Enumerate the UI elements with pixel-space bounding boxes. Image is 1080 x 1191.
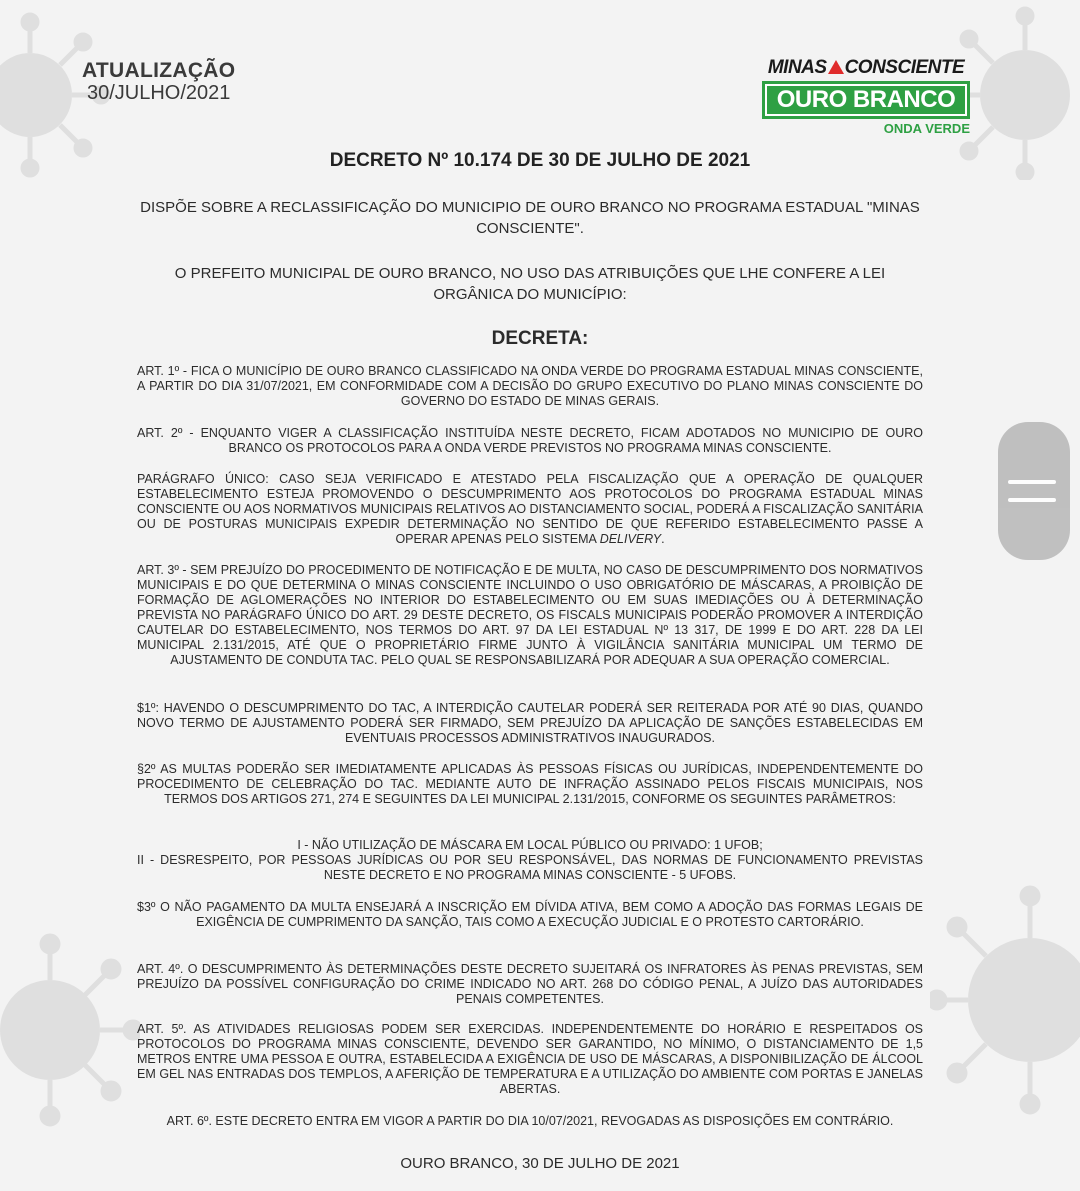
paragraph-2: §2º AS MULTAS PODERÃO SER IMEDIATAMENTE APLICADAS ÀS PESSOAS FÍSICAS OU JURÍDICAS, INDEPENDENTEMENTE DO PROCEDIMENTO DE CELEBRAÇÃO DO TAC. MEDIANTE AUTO DE INFRAÇÃO ASSINADO PELOS FISCAIS MUNICIPAIS, NOS TERMOS DOS ARTIGOS 271, 274 E SEGUINTES DA LEI MUNICIPAL 2.131/2015, CONFORME OS SEGUINTES PARÂMETROS:	[137, 762, 923, 806]
paragrafo-unico-end: .	[661, 532, 665, 546]
paragrafo-unico-text: PARÁGRAFO ÚNICO: CASO SEJA VERIFICADO E ATESTADO PELA FISCALIZAÇÃO QUE A OPERAÇÃO DE QUALQUER ESTABELECIMENTO ESTEJA PROMOVENDO O DESCUMPRIMENTO AOS PROTOCOLOS DO PROGRAMA ESTADUAL MINAS CONSCIENTE OU AOS NORMATIVOS MUNICIPAIS RELATIVOS AO DISTANCIAMENTO SOCIAL, PODERÁ A FISCALIZAÇÃO SANITÁRIA OU DE POSTURAS MUNICIPAIS EXPEDIR DETERMINAÇÃO NO SENTIDO DE QUE REFERIDO ESTABELECIMENTO PASSE A OPERAR APENAS PELO SISTEMA	[137, 472, 923, 546]
virus-illustration-bottom-right	[930, 860, 1080, 1140]
item-1: I - NÃO UTILIZAÇÃO DE MÁSCARA EM LOCAL PÚBLICO OU PRIVADO: 1 UFOB;	[297, 838, 763, 852]
decreta-heading: DECRETA:	[491, 328, 589, 349]
article-6: ART. 6º. ESTE DECRETO ENTRA EM VIGOR A PARTIR DO DIA 10/07/2021, REVOGADAS AS DISPOSIÇÕES EM CONTRÁRIO.	[166, 1114, 894, 1128]
minas-consciente-wordmark	[762, 57, 970, 79]
article-4: ART. 4º. O DESCUMPRIMENTO ÀS DETERMINAÇÕES DESTE DECRETO SUJEITARÁ OS INFRATORES ÀS PENAS PREVISTAS, SEM PREJUÍZO DA POSSÍVEL CONFIGURAÇÃO DO CRIME INDICADO NO ART. 268 DO CÓDIGO PENAL, A JUÍZO DAS AUTORIDADES PENAIS COMPETENTES.	[137, 962, 923, 1006]
delivery-term: DELIVERY	[599, 532, 662, 546]
article-5: ART. 5º. AS ATIVIDADES RELIGIOSAS PODEM SER EXERCIDAS. INDEPENDENTEMENTE DO HORÁRIO E RESPEITADOS OS PROTOCOLOS DO PROGRAMA MINAS CONSCIENTE, DEVENDO SER GARANTIDO, NO MÍNIMO, O DISTANCIAMENTO DE 1,5 METROS ENTRE UMA PESSOA E OUTRA, ESTABELECIDA A EXIGÊNCIA DE USO DE MÁSCARAS, A DISPONIBILIZAÇÃO DE ÁLCOOL EM GEL NAS ENTRADAS DOS TEMPLOS, A AFERIÇÃO DE TEMPERATURA E A UTILIZAÇÃO DO AMBIENTE COM PORTAS E JANELAS ABERTAS.	[137, 1022, 923, 1096]
update-stamp	[82, 60, 235, 103]
document-preamble: O PREFEITO MUNICIPAL DE OURO BRANCO, NO USO DAS ATRIBUIÇÕES QUE LHE CONFERE A LEI ORGÂNICA DO MUNICÍPIO:	[174, 265, 886, 303]
handle-bar-icon	[1008, 498, 1056, 502]
article-1: ART. 1º - FICA O MUNICÍPIO DE OURO BRANCO CLASSIFICADO NA ONDA VERDE DO PROGRAMA ESTADUAL MINAS CONSCIENTE, A PARTIR DO DIA 31/07/2021, EM CONFORMIDADE COM A DECISÃO DO GRUPO EXECUTIVO DO PLANO MINAS CONSCIENTE DO GOVERNO DO ESTADO DE MINAS GERAIS.	[137, 364, 923, 408]
update-label: ATUALIZAÇÃO	[82, 59, 236, 82]
document-title: DECRETO Nº 10.174 DE 30 DE JULHO DE 2021	[329, 150, 751, 171]
logo-city-badge: OURO BRANCO	[762, 81, 970, 119]
paragraph-3: $3º O NÃO PAGAMENTO DA MULTA ENSEJARÁ A INSCRIÇÃO EM DÍVIDA ATIVA, BEM COMO A ADOÇÃO DAS FORMAS LEGAIS DE EXIGÊNCIA DE CUMPRIMENTO DA SANÇÃO, TAIS COMO A EXECUÇÃO JUDICIAL E O PROTESTO CARTORÁRIO.	[137, 900, 923, 929]
triangle-icon	[828, 60, 844, 74]
scroll-handle[interactable]	[998, 422, 1070, 560]
paragraph-1: $1º: HAVENDO O DESCUMPRIMENTO DO TAC, A INTERDIÇÃO CAUTELAR PODERÁ SER REITERADA POR ATÉ 90 DIAS, QUANDO NOVO TERMO DE AJUSTAMENTO PODERÁ SER FIRMADO, SEM PREJUÍZO DA APLICAÇÃO DE SANÇÕES ESTABELECIDAS EM EVENTUAIS PROCESSOS ADMINISTRATIVOS INAUGURADOS.	[137, 701, 923, 745]
logo-wave-label: ONDA VERDE	[883, 121, 970, 136]
article-2: ART. 2º - ENQUANTO VIGER A CLASSIFICAÇÃO INSTITUÍDA NESTE DECRETO, FICAM ADOTADOS NO MUNICIPIO DE OURO BRANCO OS PROTOCOLOS PARA A ONDA VERDE PREVISTOS NO PROGRAMA MINAS CONSCIENTE.	[137, 426, 923, 455]
handle-bar-icon	[1008, 480, 1056, 484]
virus-illustration-bottom-left	[0, 930, 140, 1130]
item-2: II - DESRESPEITO, POR PESSOAS JURÍDICAS OU POR SEU RESPONSÁVEL, DAS NORMAS DE FUNCIONAMENTO PREVISTAS NESTE DECRETO E NO PROGRAMA MINAS CONSCIENTE - 5 UFOBS.	[137, 853, 923, 882]
update-date: 30/JULHO/2021	[86, 82, 231, 104]
logo-consciente-text: CONSCIENTE	[844, 57, 965, 78]
paragrafo-unico	[137, 472, 923, 547]
article-3: ART. 3º - SEM PREJUÍZO DO PROCEDIMENTO DE NOTIFICAÇÃO E DE MULTA, NO CASO DE DESCUMPRIMENTO DOS NORMATIVOS MUNICIPAIS E DO QUE DETERMINA O MINAS CONSCIENTE INCLUINDO O USO OBRIGATÓRIO DE MÁSCARAS, A PROIBIÇÃO DE FORMAÇÃO DE AGLOMERAÇÕES NO INTERIOR DO ESTABELECIMENTO OU EM SUAS IMEDIAÇÕES OU À DETERMINAÇÃO PREVISTA NO PARÁGRAFO ÚNICO DO ART. 29 DESTE DECRETO, OS FISCALS MUNICIPAIS PODERÃO PROMOVER A INTERDIÇÃO CAUTELAR DO ESTABELECIMENTO, NOS TERMOS DO ART. 97 DA LEI ESTADUAL Nº 13 317, DE 1999 E DO ART. 228 DA LEI MUNICIPAL 2.131/2015, ATÉ QUE O PROPRIETÁRIO FIRME JUNTO À VIGILÂNCIA SANITÁRIA MUNICIPAL UM TERMO DE AJUSTAMENTO DE CONDUTA TAC. PELO QUAL SE RESPONSABILIZARÁ POR ADEQUAR A SUA OPERAÇÃO COMERCIAL.	[137, 563, 923, 667]
signature-line: OURO BRANCO, 30 DE JULHO DE 2021	[400, 1155, 680, 1172]
logo-minas-text: MINAS	[767, 57, 827, 78]
minas-consciente-logo	[762, 57, 970, 136]
document-ementa: DISPÕE SOBRE A RECLASSIFICAÇÃO DO MUNICIPIO DE OURO BRANCO NO PROGRAMA ESTADUAL "MINAS CONSCIENTE".	[140, 199, 920, 237]
